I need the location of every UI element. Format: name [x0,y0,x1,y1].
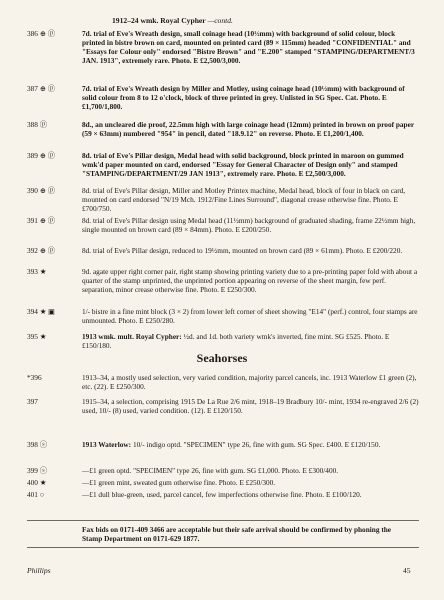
lot-number: 400 ★ [27,478,47,487]
lot-number: 399 ⓢ [27,466,48,475]
lot-388 [27,120,419,138]
lot-description: 8d. trial of Eve's Pillar design, Medal head with solid background, block printed in maroon on gummed wmk'd paper mounted on card, endorsed "Essay for General Character of Design only" and stamped "STAMPING/DEPARTMENT/29 JAN 1913", extremely rare. Photo. E £2,500/3,000. [82,151,404,179]
lot-number: 390 ⊕ ⓟ [27,186,56,195]
lot-description: 1913–34, a mostly used selection, very varied condition, majority parcel cancels, inc. 1913 Waterlow £1 green (2), etc. (22). E £250/300. [82,373,417,392]
lot-description: —£1 green optd. "SPECIMEN" type 26, fine with gum. SG £1,000. Photo. E £300/400. [82,466,339,475]
lot-386 [27,29,419,65]
lot-number: *396 [27,373,42,382]
running-header [112,16,233,25]
lot-description: 8d. trial of Eve's Pillar design using Medal head (11½mm) background of graduated shading, frame 22½mm high, single mounted on brown card (89 × 84mm). Photo. E £200/250. [82,216,416,235]
lot-number: 401 ○ [27,490,45,499]
lot-number: 395 ★ [27,332,47,341]
lot-number: 391 ⊕ ⓟ [27,216,56,225]
lot-number: 392 ⊕ ⓟ [27,246,56,255]
lot-397 [27,397,419,415]
lot-description: 7d. trial of Eve's Wreath design by Miller and Motley, using coinage head (10½mm) with background of solid colour from 8 to 12 o'clock, block of three printed in grey. Unlisted in SG Spec. Cat. Photo. E £1,700/1,800. [82,84,405,112]
lot-description: —£1 green mint, sweated gum otherwise fine. Photo. E £250/300. [82,478,276,487]
lot-number: 387 ⊕ ⓟ [27,84,56,93]
header-title: 1912–24 wmk. Royal Cypher [112,16,206,25]
page-number: 45 [403,566,411,575]
lot-401 [27,490,419,499]
lot-394 [27,307,419,325]
lot-description: 10/- indigo optd. "SPECIMEN" type 26, fine with gum. SG Spec. £400. E £120/150. [131,440,381,449]
lot-description: ½d. and 1d. both variety wmk's inverted, fine mint. SG £525. Photo. E £150/180. [82,332,390,351]
lot-number: 397 [27,397,38,406]
lot-lead: 1913 wmk. mult. Royal Cypher: [82,332,182,341]
lot-description: 9d. agate upper right corner pair, right stamp showing printing variety due to a pre-printing paper fold with about a quarter of the stamp unprinted, the unprinted portion appearing on reverse of the sheet margin, few perf. separation, minor crease otherwise fine. Photo. E £250/300. [82,267,418,295]
lot-390 [27,186,419,213]
lot-number: 386 ⊕ ⓟ [27,29,56,38]
lot-description: 8d. trial of Eve's Pillar design, reduced to 19½mm, mounted on brown card (89 × 61mm). Photo. E £200/220. [82,246,403,255]
lot-number: 393 ★ [27,267,47,276]
lot-392 [27,246,419,255]
lot-lead: 1913 Waterlow: [82,440,132,449]
lot-393 [27,267,419,294]
lot-396 [27,373,419,391]
lot-description: —£1 dull blue-green, used, parcel cancel, few imperfections otherwise fine. Photo. E £100/120. [82,490,362,499]
lot-389 [27,151,419,178]
lot-number: 388 ⓟ [27,120,48,129]
lot-description: 8d., an uncleared die proof, 22.5mm high with large coinage head (12mm) printed in brown on proof paper (59 × 63mm) numbered "954" in pencil, dated "18.9.12" on reverse. Photo. E £1,200/1,400. [82,120,414,139]
lot-399 [27,466,419,475]
lot-description: 1/- bistre in a fine mint block (3 × 2) from lower left corner of sheet showing "E14" (perf.) control, four stamps are unmounted. Photo. E £250/280. [82,307,418,326]
lot-number: 398 ⓢ [27,440,48,449]
lot-387 [27,84,419,111]
lot-description: 1915–34, a selection, comprising 1915 De La Rue 2/6 mint, 1918–19 Bradbury 10/- mint, 1934 re-engraved 2/6 (2) used, 10/- (8) used, varied condition. (12). E £120/150. [82,397,419,416]
lot-391 [27,216,419,234]
lot-description: 7d. trial of Eve's Wreath design, small coinage head (10½mm) with background of solid colour, block printed in bistre brown on card, mounted on printed card (89 × 115mm) headed "CONFIDENTIAL" and "Essays for Colour only" endorsed "Bistre Brown" and "E.200" stamped "STAMPING/DEPARTMENT/3 JAN. 1913", extremely rare. Photo. E £2,500/3,000. [82,29,415,66]
notice-bottom-rule [27,547,419,548]
lot-398 [27,440,419,449]
lot-number: 389 ⊕ ⓟ [27,151,56,160]
notice-top-rule [27,520,419,521]
lot-395 [27,332,419,350]
fax-notice: Fax bids on 0171-409 3466 are acceptable but their safe arrival should be confirmed by phoning the Stamp Department on 0171-629 1877. [82,525,392,544]
footer-publisher: Phillips [27,566,51,575]
section-title: Seahorses [196,351,248,365]
lot-description: 8d. trial of Eve's Pillar design, Miller and Motley Printex machine, Medal head, block of four in black on card, mounted on card endorsed "N/19 Mch. 1912/Fine Lines Surround", diagonal crease otherwise fine. Photo. E £700/750. [82,186,406,214]
header-contd: —contd. [207,16,233,25]
lot-number: 394 ★ ▣ [27,307,56,316]
lot-400 [27,478,419,487]
